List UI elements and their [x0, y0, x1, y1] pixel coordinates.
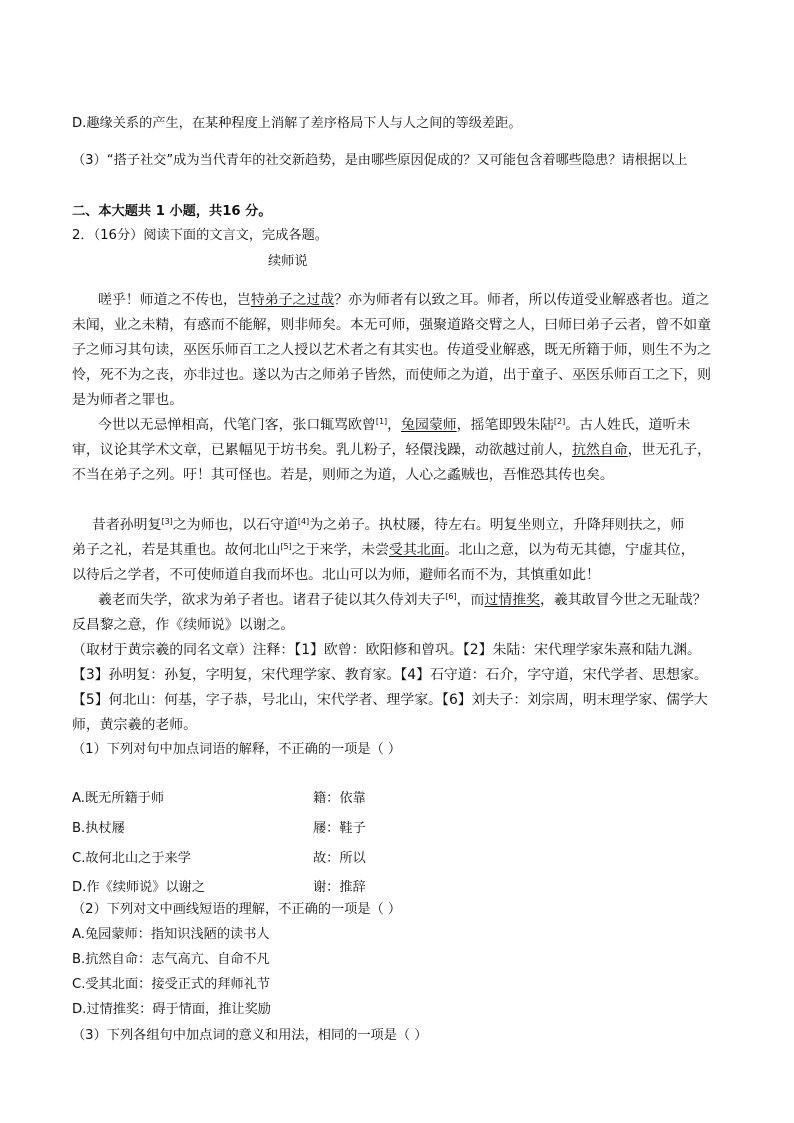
question-intro: 2．（16分）阅读下面的文言文，完成各题。 — [72, 228, 328, 243]
q1-option-c: C.故何北山之于来学 — [72, 851, 191, 866]
passage-line — [98, 591, 707, 609]
option-d-text: D.趣缘关系的产生，在某种程度上消解了差序格局下人与人之间的等级差距。 — [72, 116, 522, 131]
text-run: 为之弟子。执杖屦，待左右。明复坐则立，升降拜则扶之，师 — [309, 517, 685, 533]
q1-option-b-gloss: 屦：鞋子 — [313, 821, 366, 836]
q1-option-c-gloss: 故：所以 — [313, 851, 366, 866]
passage-line — [92, 516, 684, 534]
text-run: 羲老而失学，欲求为弟子者也。诸君子徒以其久侍刘夫子 — [98, 592, 446, 608]
text-run: 嗟乎！师道之不传也，岂 — [98, 292, 251, 308]
text-run: 。古人姓氏，道听未 — [565, 417, 691, 433]
underlined-phrase: 受其北面 — [388, 542, 445, 558]
section-heading: 二、本大题共 1 小题，共16 分。 — [72, 204, 272, 219]
text-run: 弟子之礼，若是其重也。故何北山 — [72, 542, 281, 558]
passage-line: 是为师者之罪也。 — [72, 392, 184, 408]
q2-option-c: C.受其北面：接受正式的拜师礼节 — [72, 977, 271, 992]
passage-line: 以待后之学者，不可使师道自我而坏也。北山可以为师，避师名而不为，其慎重如此！ — [72, 567, 600, 583]
text-run: 特 — [250, 292, 265, 308]
text-run: ，摇笔即毁朱陆 — [456, 417, 554, 433]
text-run: 。北山之意，以为苟无其德，宁虚其位， — [444, 542, 695, 558]
footnote-marker: [5] — [280, 542, 292, 551]
passage-title: 续师说 — [268, 254, 308, 269]
q1-option-a: A.既无所籍于师 — [72, 791, 165, 806]
text-run: 昔者孙明复 — [92, 517, 162, 533]
question-1-stem: （1）下列对句中加点词语的解释，不正确的一项是（ ） — [72, 742, 402, 757]
footnote-marker: [2] — [553, 417, 566, 426]
underlined-phrase: 抗然自命 — [572, 442, 628, 458]
q2-option-a: A.兔园蒙师：指知识浅陋的读书人 — [72, 927, 270, 942]
notes-line: 【5】何北山：何基，字子恭，号北山，宋代学者、理学家。【6】刘夫子：刘宗周，明末理学家、儒学大 — [72, 692, 708, 708]
q2-option-d: D.过情推奖：碍于情面，推让奖励 — [72, 1002, 271, 1017]
text-run: ，而 — [456, 592, 485, 608]
q1-option-b: B.执杖屦 — [72, 821, 125, 836]
q1-option-d: D.作《续师说》以谢之 — [72, 880, 206, 895]
question-3-stem: （3）下列各组句中加点词的意义和用法，相同的一项是（ ） — [72, 1028, 428, 1043]
passage-line — [98, 291, 709, 309]
passage-line — [72, 541, 695, 559]
notes-line: 师，黄宗羲的老师。 — [72, 717, 198, 733]
notes-line: 【3】孙明复：孙复，字明复，宋代理学家、教育家。【4】石守道：石介，字守道，宋代学者、思想家。 — [72, 667, 708, 683]
question-2-stem: （2）下列对文中画线短语的理解，不正确的一项是（ ） — [72, 902, 402, 917]
passage-line: 不当在弟子之列。吁！其可怪也。若是，则师之为道，人心之蟊贼也，吾惟恐其传也矣。 — [72, 467, 614, 483]
text-run: ，羲其敢冒今世之无耻哉？ — [540, 592, 707, 608]
text-run: ， — [387, 417, 402, 433]
q1-option-d-gloss: 谢：推辞 — [313, 880, 366, 895]
passage-line — [98, 416, 690, 434]
q2-option-b: B.抗然自命：志气高亢、自命不凡 — [72, 952, 270, 967]
footnote-marker: [1] — [375, 417, 388, 426]
question-3-text: （3）“搭子社交”成为当代青年的社交新趋势，是由哪些原因促成的？又可能包含着哪些隐患？请根据以上 — [72, 153, 688, 168]
footnote-marker: [4] — [297, 517, 310, 526]
text-run: 审，议论其学术文章，已累幅见于坊书矣。乳儿粉子，轻儇浅躁，动欲越过前人， — [72, 442, 573, 458]
passage-line — [72, 441, 711, 459]
footnote-marker: [3] — [161, 517, 173, 526]
passage-line: 怜，死不为之丧，亦非过也。遂以为古之师弟子皆然，而使师之为道，出于童子、巫医乐师百工之下，则 — [72, 367, 711, 383]
underlined-phrase: 弟子之过哉 — [264, 292, 335, 308]
underlined-phrase: 兔园蒙师 — [401, 417, 457, 433]
text-run: 之为师也，以石守道 — [172, 517, 298, 533]
q1-option-a-gloss: 籍：依靠 — [313, 791, 366, 806]
notes-line: （取材于黄宗羲的同名文章）注释：【1】欧曾：欧阳修和曾巩。【2】朱陆：宋代理学家朱熹和陆九渊。 — [72, 642, 701, 658]
passage-line: 反昌黎之意，作《续师说》以谢之。 — [72, 617, 295, 633]
footnote-marker: [6] — [445, 592, 457, 601]
text-run: 之于来学，未尝 — [291, 542, 389, 558]
text-run: ，世无孔子， — [627, 442, 712, 458]
underlined-phrase: 过情推奖 — [484, 592, 540, 608]
passage-line: 子之师习其句读，巫医乐师百工之人授以艺术者之有其实也。传道受业解惑，既无所籍于师，则生不为之 — [72, 342, 711, 358]
text-run: ？亦为师者有以致之耳。师者，所以传道受业解惑者也。道之 — [334, 292, 710, 308]
passage-line: 未闻，业之未精，有惑而不能解，则非师矣。本无可师，强聚道路交臂之人，曰师曰弟子云者，曾不如童 — [72, 317, 711, 333]
text-run: 今世以无忌惮相高，代笔门客，张口辄骂欧曾 — [98, 417, 376, 433]
